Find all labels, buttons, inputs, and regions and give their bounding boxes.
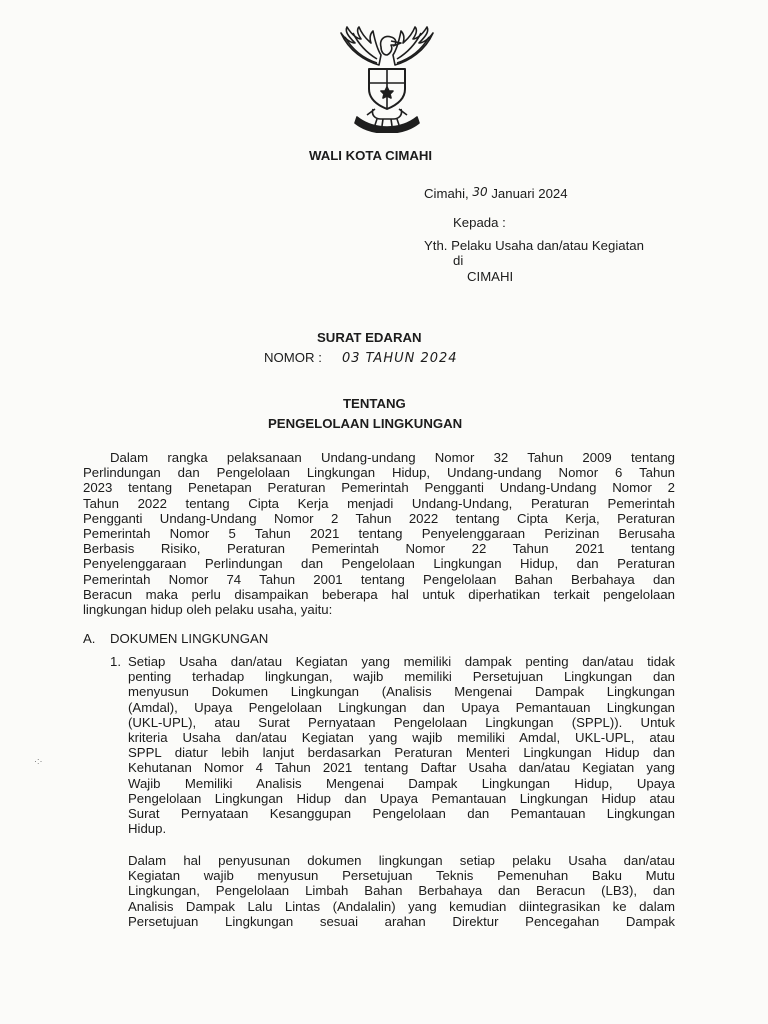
item-1-line: SPPL diatur lebih lanjut berdasarkan Peraturan Menteri Lingkungan Hidup dan <box>128 745 675 761</box>
recipient-city: CIMAHI <box>467 269 514 284</box>
para2-line: Persetujuan Lingkungan sesuai arahan Direktur Pencegahan Dampak <box>128 913 675 929</box>
intro-line: lingkungan hidup oleh pelaku usaha, yaitu: <box>83 601 333 617</box>
item-1-line: menyusun Dokumen Lingkungan (Analisis Mengenai Dampak Lingkungan <box>128 684 675 700</box>
letter-date <box>424 186 568 201</box>
para2-line: Kegiatan wajib menyusun Persetujuan Teknis Pemenuhan Baku Mutu <box>128 868 675 884</box>
date-month-year: Januari 2024 <box>491 186 568 201</box>
intro-line: Pengganti Undang-Undang Nomor 2 Tahun 2022 tentang Cipta Kerja, Peraturan <box>83 510 675 526</box>
about-label: TENTANG <box>343 396 406 411</box>
to-label: Kepada : <box>453 215 506 230</box>
item-1-line: kriteria Usaha dan/atau Kegiatan yang wajib memiliki Amdal, UKL-UPL, atau <box>128 729 675 745</box>
section-a-heading: DOKUMEN LINGKUNGAN <box>110 631 269 646</box>
document-type: SURAT EDARAN <box>317 330 422 345</box>
intro-line: Perlindungan dan Pengelolaan Lingkungan Hidup, Undang-undang Nomor 6 Tahun <box>83 465 675 481</box>
intro-line: 2023 tentang Penetapan Peraturan Pemerintah Pengganti Undang-Undang Nomor 2 <box>83 480 675 496</box>
item-1-line: Wajib Memiliki Analisis Mengenai Dampak Lingkungan Hidup, Upaya <box>128 775 675 791</box>
document-number-label: NOMOR : <box>264 350 322 365</box>
intro-line: Penyelenggaraan Perlindungan dan Pengelolaan Lingkungan Hidup, dan Peraturan <box>83 556 675 572</box>
intro-line: Tahun 2022 tentang Cipta Kerja menjadi Undang-Undang, Peraturan Pemerintah <box>83 495 675 511</box>
item-1-line: Hidup. <box>128 821 167 837</box>
garuda-icon <box>331 25 443 133</box>
recipient: Yth. Pelaku Usaha dan/atau Kegiatan <box>424 238 644 253</box>
section-a-letter: A. <box>83 631 96 646</box>
para2-line: Lingkungan, Pengelolaan Limbah Bahan Berbahaya dan Beracun (LB3), dan <box>128 883 675 899</box>
item-1-line: Pengelolaan Lingkungan Hidup dan Upaya Pemantauan Lingkungan Hidup atau <box>128 790 675 806</box>
intro-line: Pemerintah Nomor 74 Tahun 2001 tentang Pengelolaan Bahan Berbahaya dan <box>83 571 675 587</box>
scan-speck: ·:· <box>34 756 43 766</box>
intro-paragraph <box>83 450 675 617</box>
garuda-pancasila-emblem <box>331 25 443 133</box>
date-day-handwritten: 30 <box>472 185 488 199</box>
item-1-line: Setiap Usaha dan/atau Kegiatan yang memiliki dampak penting dan/atau tidak <box>128 654 675 669</box>
document-subject: PENGELOLAAN LINGKUNGAN <box>268 416 463 431</box>
para2-line: Dalam hal penyusunan dokumen lingkungan setiap pelaku Usaha dan/atau <box>128 853 675 868</box>
date-place: Cimahi, <box>424 186 469 201</box>
document-number-handwritten: 03 TAHUN 2024 <box>342 351 458 366</box>
intro-line: Pemerintah Nomor 5 Tahun 2021 tentang Penyelenggaraan Perizinan Berusaha <box>83 525 675 541</box>
item-1-line: penting terhadap lingkungan, wajib memiliki Persetujuan Lingkungan dan <box>128 669 675 685</box>
item-1-number: 1. <box>110 654 121 669</box>
recipient-at: di <box>453 253 464 268</box>
item-1-second-paragraph <box>128 853 675 929</box>
item-1-line: (UKL-UPL), atau Surat Pernyataan Pengelolaan Lingkungan (SPPL)). Untuk <box>128 714 675 730</box>
intro-line: Berbasis Risiko, Peraturan Pemerintah Nomor 22 Tahun 2021 tentang <box>83 541 675 557</box>
para2-line: Analisis Dampak Lalu Lintas (Andalalin) yang kemudian diintegrasikan ke dalam <box>128 898 675 914</box>
item-1-line: (Amdal), Upaya Pengelolaan Lingkungan dan Upaya Pemantauan Lingkungan <box>128 699 675 715</box>
issuer-title: WALI KOTA CIMAHI <box>309 148 433 163</box>
intro-line: Beracun maka perlu disampaikan beberapa hal untuk diperhatikan terkait pengelolaan <box>83 586 675 602</box>
intro-line: Dalam rangka pelaksanaan Undang-undang Nomor 32 Tahun 2009 tentang <box>110 450 675 465</box>
item-1-line: Surat Pernyataan Kesanggupan Pengelolaan dan Pemantauan Lingkungan <box>128 805 675 821</box>
item-1-paragraph <box>128 654 675 836</box>
item-1-line: Kehutanan Nomor 4 Tahun 2021 tentang Daftar Usaha dan/atau Kegiatan yang <box>128 760 675 776</box>
